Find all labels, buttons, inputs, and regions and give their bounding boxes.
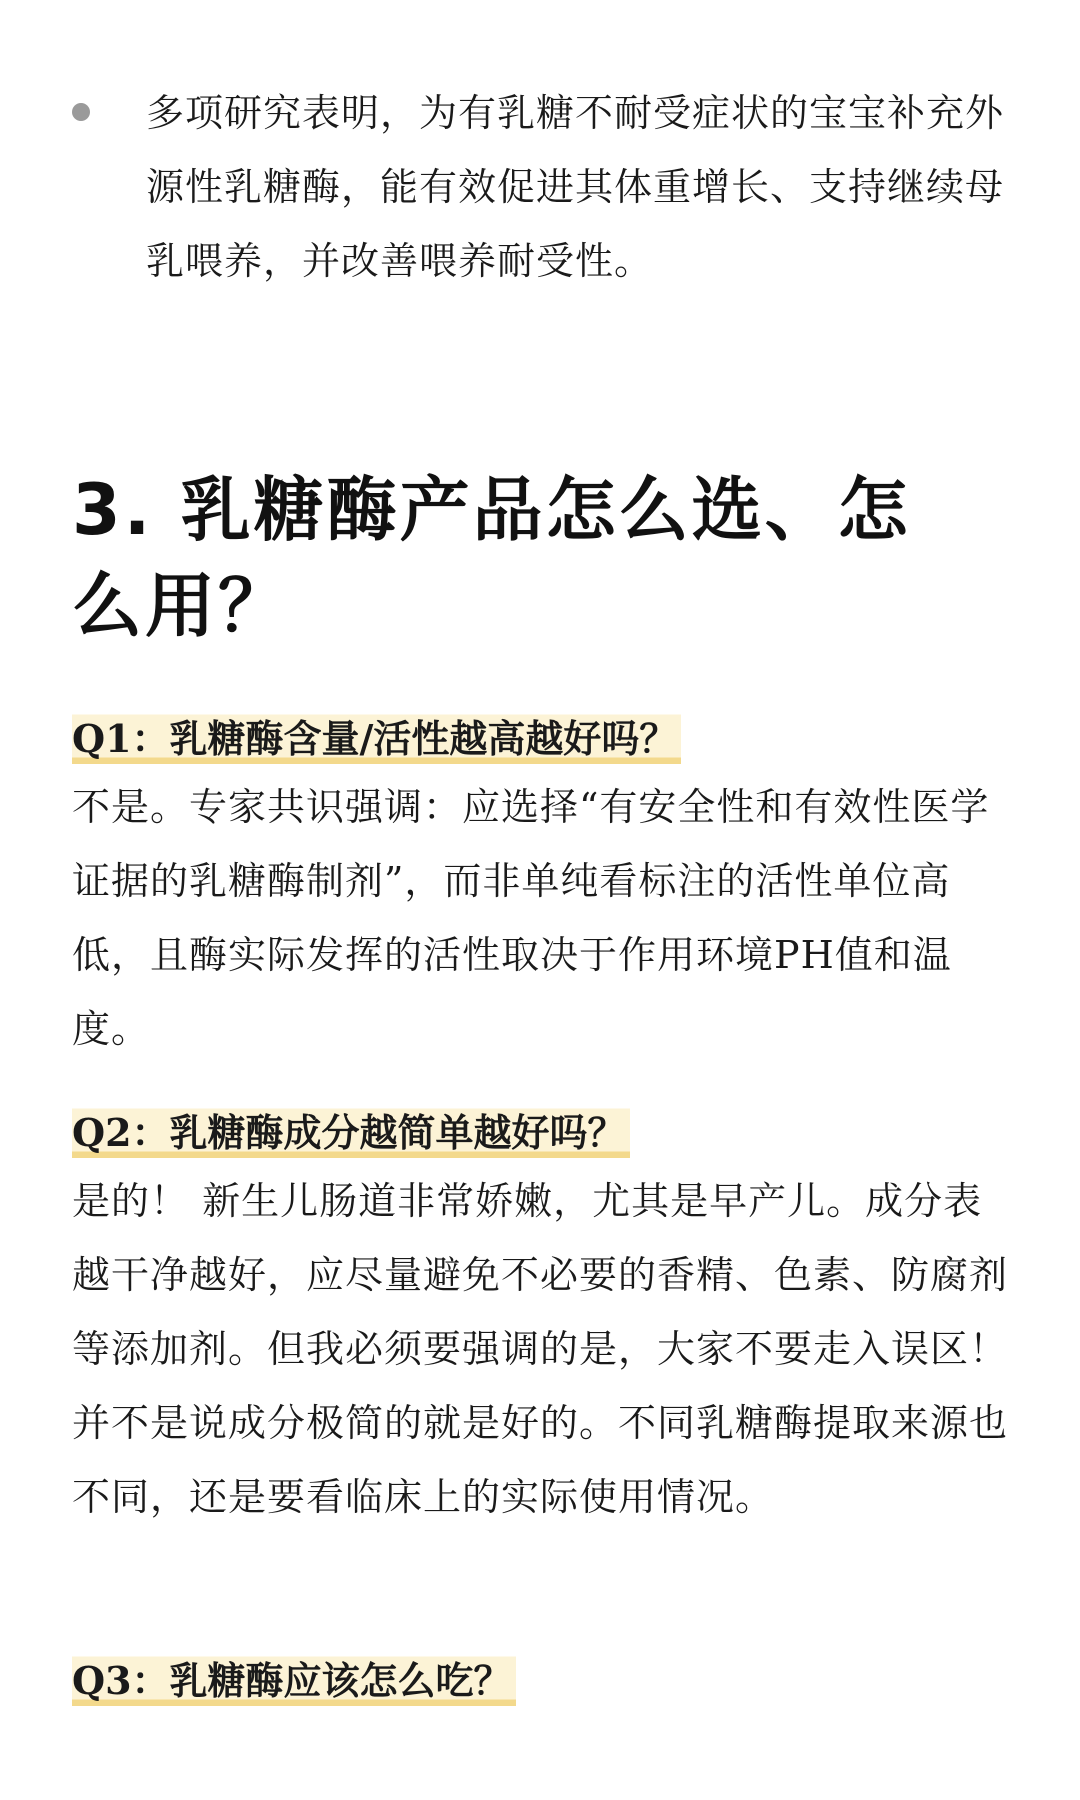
answer-paragraph: 是的！ 新生儿肠道非常娇嫩，尤其是早产儿。成分表越干净越好，应尽量避免不必要的香精、色素、防腐剂等添加剂。但我必须要强调的是，大家不要走入误区！并不是说成分极简的就是好的。不同乳糖酶提取来源也不同，还是要看临床上的实际使用情况。 <box>72 1179 1009 1519</box>
qa-block-3 <box>72 1652 1012 1706</box>
question-heading: Q3：乳糖酶应该怎么吃？ <box>72 1652 516 1706</box>
bullet-text: 多项研究表明，为有乳糖不耐受症状的宝宝补充外源性乳糖酶，能有效促进其体重增长、支持继续母乳喂养，并改善喂养耐受性。 <box>146 91 1005 283</box>
qa-block-1 <box>72 710 1012 1066</box>
section-title: 3. 乳糖酶产品怎么选、怎么用？ <box>72 469 911 647</box>
question-heading: Q2：乳糖酶成分越简单越好吗？ <box>72 1104 630 1158</box>
qa-block-2 <box>72 1104 1012 1534</box>
bullet-paragraph <box>72 76 1022 298</box>
bullet-dot-icon <box>72 103 90 121</box>
answer-paragraph: 不是。专家共识强调：应选择“有安全性和有效性医学证据的乳糖酶制剂”，而非单纯看标注的活性单位高低，且酶实际发挥的活性取决于作用环境PH值和温度。 <box>72 785 990 1051</box>
question-heading: Q1：乳糖酶含量/活性越高越好吗？ <box>72 710 681 764</box>
